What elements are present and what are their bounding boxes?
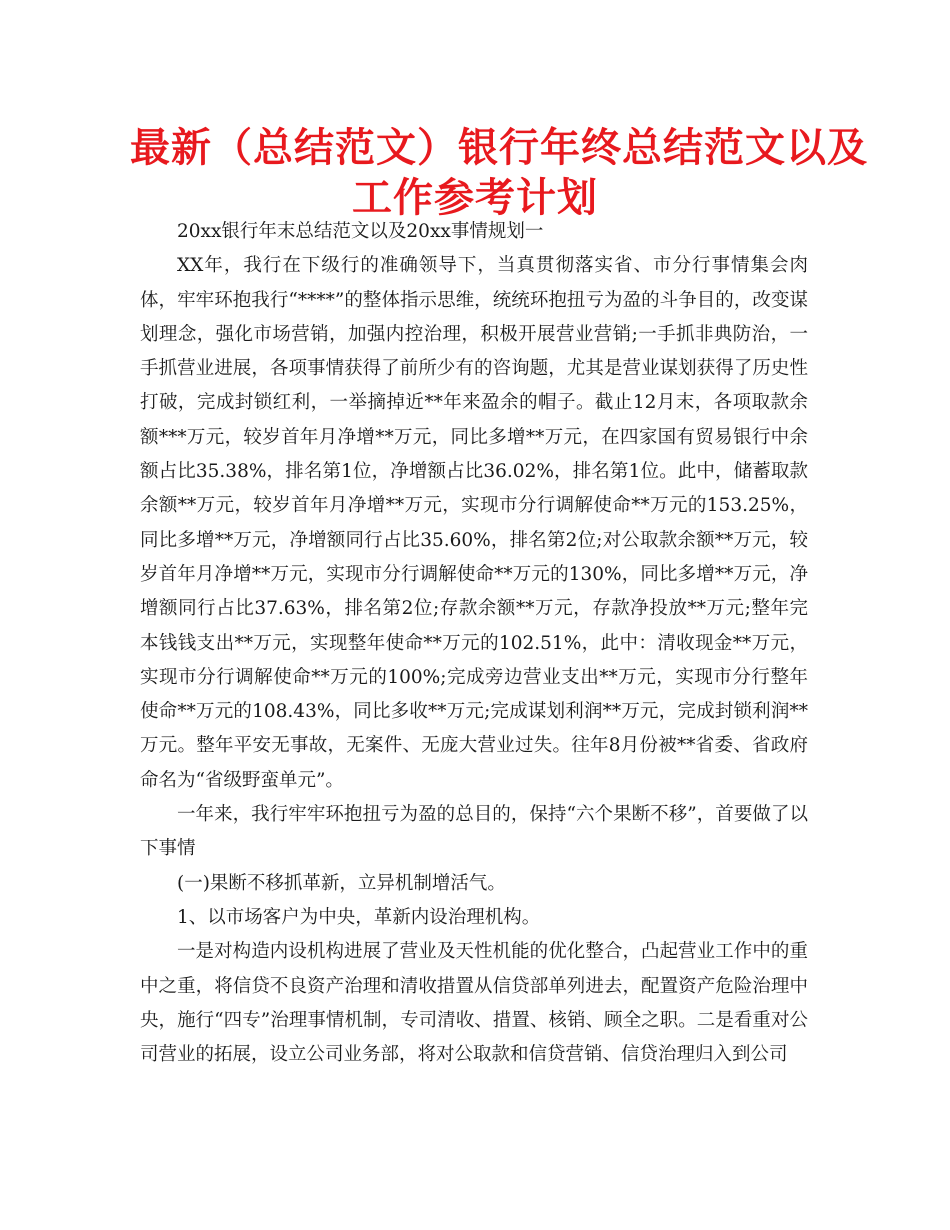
document-body bbox=[140, 215, 808, 1072]
paragraph: 一是对构造内设机构进展了营业及天性机能的优化整合，凸起营业工作中的重中之重，将信贷不良资产治理和清收措置从信贷部单列进去，配置资产危险治理中央，施行“四专”治理事情机制，专司清收、措置、核销、顾全之职。二是看重对公司营业的拓展，设立公司业务部，将对公取款和信贷营销、信贷治理归入到公司 bbox=[140, 941, 808, 1066]
paragraph: XX年，我行在下级行的准确领导下，当真贯彻落实省、市分行事情集会肉体，牢牢环抱我行“****”的整体指示思维，统统环抱扭亏为盈的斗争目的，改变谋划理念，强化市场营销，加强内控治理，积极开展营业营销;一手抓非典防治，一手抓营业进展，各项事情获得了前所少有的咨询题，尤其是营业谋划获得了历史性打破，完成封锁红利，一举摘掉近**年来盈余的帽子。截止12月末，各项取款余额***万元，较岁首年月净增**万元，同比多增**万元，在四家国有贸易银行中余额占比35.38%，排名第1位，净增额占比36.02%，排名第1位。此中，储蓄取款余额**万元，较岁首年月净增**万元，实现市分行调解使命**万元的153.25%，同比多增**万元，净增额同行占比35.60%，排名第2位;对公取款余额**万元，较岁首年月净增**万元，实现市分行调解使命**万元的130%，同比多增**万元，净增额同行占比37.63%，排名第2位;存款余额**万元，存款净投放**万元;整年完本钱钱支出**万元，实现整年使命**万元的102.51%，此中：清收现金**万元，实现市分行调解使命**万元的100%;完成旁边营业支出**万元，实现市分行整年使命**万元的108.43%，同比多收**万元;完成谋划利润**万元，完成封锁利润**万元。整年平安无事故，无案件、无庞大营业过失。往年8月份被**省委、省政府命名为“省级野蛮单元”。 bbox=[140, 255, 808, 791]
paragraph: 一年来，我行牢牢环抱扭亏为盈的总目的，保持“六个果断不移”，首要做了以下事情 bbox=[140, 804, 808, 860]
section-heading: (一)果断不移抓革新，立异机制增活气。 bbox=[177, 872, 506, 894]
subsection-heading: 1、以市场客户为中央，革新内设治理机构。 bbox=[177, 906, 541, 928]
paragraph-subtitle: 20xx银行年末总结范文以及20xx事情规划一 bbox=[177, 221, 544, 242]
document-title-line-2: 工作参考计划 bbox=[352, 175, 598, 221]
document-title-line-1: 最新（总结范文）银行年终总结范文以及 bbox=[130, 125, 868, 171]
